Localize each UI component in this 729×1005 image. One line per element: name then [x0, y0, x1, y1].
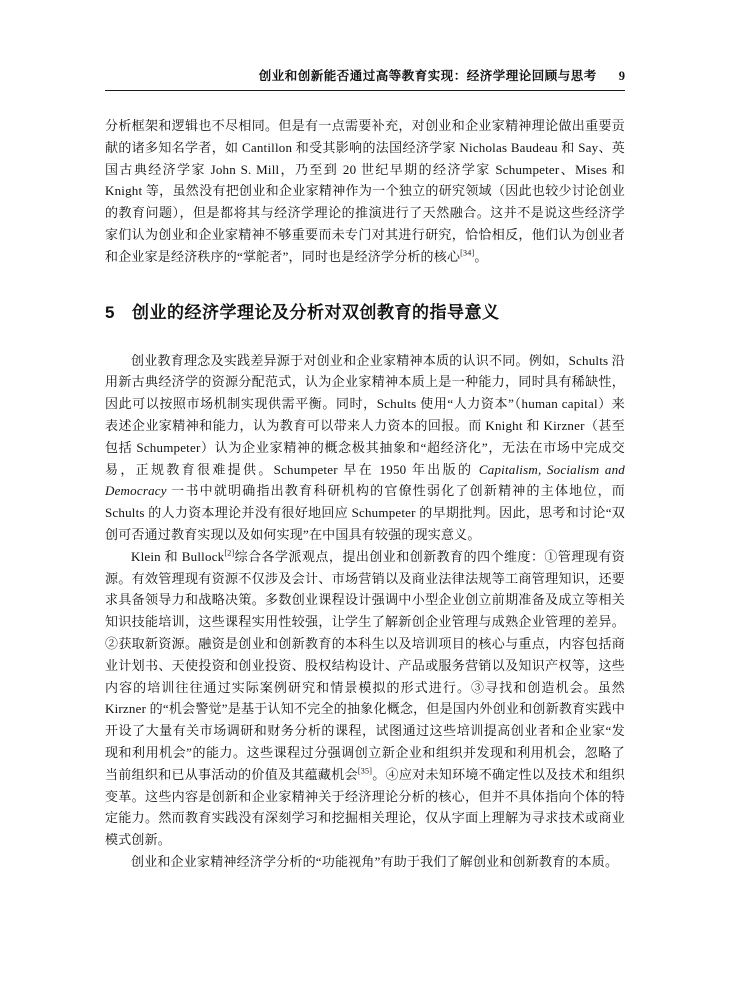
- page-content: [105, 91, 625, 873]
- text-run: 。④应对未知环境不确定性以及技术和组织变革。这些内容是创新和企业家精神关于经济理论分析的核心，但并不具体指向个体的特定能力。然而教育实践没有深刻学习和挖掘相关理论，仅从字面上理解为寻求技术或商业模式创新。: [105, 766, 625, 848]
- text-run: 创业教育理念及实践差异源于对创业和企业家精神本质的认识不同。例如，Schults 沿用新古典经济学的资源分配范式，认为企业家精神本质上是一种能力，同时具有稀缺性，因此可以按照市场机制实现供需平衡。同时，Schults 使用“人力资本”（human capital）来表述企业家精神和能力，认为教育可以带来人力资本的回报。而 Knight 和 Kirzner（甚至包括 Schumpeter）认为企业家精神的概念极其抽象和“超经济化”，无法在市场中完成交易，正规教育很难提供。Schumpeter 早在 1950 年出版的: [105, 352, 625, 477]
- text-run: Klein 和 Bullock: [131, 548, 225, 564]
- text-run: 。: [474, 248, 488, 264]
- paragraph: [105, 115, 625, 268]
- text-run: 综合各学派观点，提出创业和创新教育的四个维度：①管理现有资源。有效管理现有资源不仅涉及会计、市场营销以及商业法律法规等工商管理知识，还要求具备领导力和战略决策。多数创业课程设计强调中小型企业创立前期准备及成立等相关知识技能培训，这些课程实用性较强，让学生了解新创企业管理与成熟企业管理的差异。②获取新资源。融资是创业和创新教育的本科生以及培训项目的核心与重点，内容包括商业计划书、天使投资和创业投资、股权结构设计、产品或服务营销以及知识产权等，这些内容的培训往往通过实际案例研究和情景模拟的形式进行。③寻找和创造机会。虽然 Kirzner 的“机会警觉”是基于认知不完全的抽象化概念，但是国内外创业和创新教育实践中开设了大量有关市场调研和财务分析的课程，试图通过这些培训提高创业者和企业家“发现和利用机会”的能力。这些课程过分强调创立新企业和组织并发现和利用机会，忽略了当前组织和已从事活动的价值及其蕴藏机会: [105, 548, 625, 782]
- text-run: 分析框架和逻辑也不尽相同。但是有一点需要补充，对创业和企业家精神理论做出重要贡献的诸多知名学者，如 Cantillon 和受其影响的法国经济学家 Nicholas Baudeau 和 Say、英国古典经济学家 John S. Mill，乃至到 20 世纪早期的经济学家 Schumpeter、Mises 和 Knight 等，虽然没有把创业和企业家精神作为一个独立的研究领域（因此也较少讨论创业的教育问题），但是都将其与经济学理论的推演进行了天然融合。这并不是说这些经济学家们认为创业和企业家精神不够重要而未专门对其进行研究，恰恰相反，他们认为创业者和企业家是经济秩序的“掌舵者”，同时也是经济学分析的核心: [105, 118, 625, 264]
- citation-ref: [34]: [460, 248, 475, 258]
- section-title: 创业的经济学理论及分析对双创教育的指导意义: [131, 302, 500, 322]
- section-number: 5: [105, 302, 115, 322]
- book-title: Capitalism, Socialism and Democracy: [105, 461, 626, 499]
- citation-ref: [2]: [224, 548, 235, 558]
- page-number: 9: [618, 69, 625, 83]
- citation-ref: [35]: [357, 766, 373, 776]
- paragraph: [105, 350, 625, 546]
- section-heading: [105, 298, 625, 323]
- text-run: 创业和企业家精神经济学分析的“功能视角”有助于我们了解创业和创新教育的本质。: [131, 853, 619, 869]
- text-run: 一书中就明确指出教育科研机构的官僚性弱化了创新精神的主体地位，而 Schults 的人力资本理论并没有很好地回应 Schumpeter 的早期批判。因此，思考和讨论“双创可否通过教育实现以及如何实现”在中国具有较强的现实意义。: [105, 483, 625, 542]
- running-header-title: 创业和创新能否通过高等教育实现：经济学理论回顾与思考: [258, 69, 597, 83]
- paragraph: [105, 851, 625, 873]
- paragraph: [105, 546, 625, 851]
- running-header: [105, 66, 625, 91]
